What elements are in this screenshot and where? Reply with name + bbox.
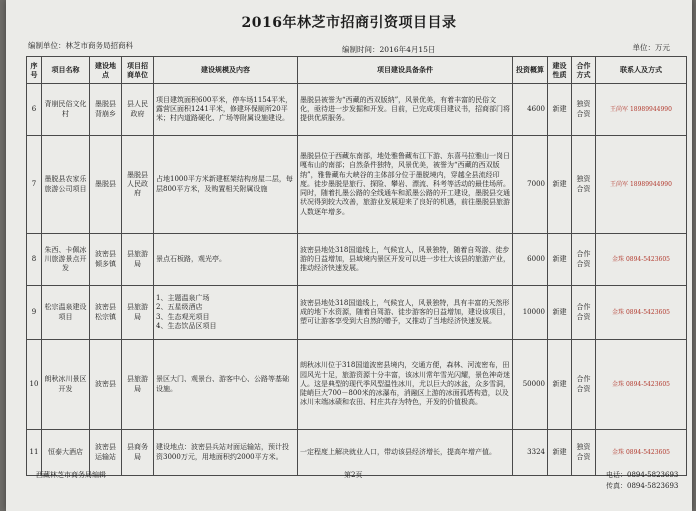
document-page	[6, 0, 692, 511]
header-location: 建设地点	[90, 57, 122, 84]
cell-contact: 王尚军 18989944990	[596, 136, 687, 234]
cell-conditions: 墨脱县被誉为“西藏的西双版纳”，风景优美，有着丰富的民俗文化，亟待进一步发掘和开发。目前，已完成项目建议书，招商部门将提供优质服务。	[298, 84, 513, 136]
cell-location: 波密县倾多镇	[90, 234, 122, 286]
cell-contact: 王尚军 18989944990	[596, 84, 687, 136]
cell-investment: 7000	[513, 136, 548, 234]
cell-scale: 占地1000平方米新建框架结构房屋二层，每层800平方米，及购置相关附属设施	[154, 136, 298, 234]
compiler-label: 编制单位：林芝市商务局招商科	[28, 41, 133, 50]
cell-contact: 金珠 0894-5423605	[596, 234, 687, 286]
header-coop: 合作方式	[572, 57, 596, 84]
cell-investment: 4600	[513, 84, 548, 136]
cell-nature: 新建	[548, 84, 572, 136]
cell-contact: 金珠 0894-5423605	[596, 430, 687, 476]
cell-location: 墨脱县背崩乡	[90, 84, 122, 136]
cell-name: 墨脱县农家乐旅游公司项目	[42, 136, 90, 234]
cell-nature: 新建	[548, 430, 572, 476]
cell-no: 6	[27, 84, 42, 136]
cell-coop: 独资合资	[572, 136, 596, 234]
cell-conditions: 波密县地处318国道线上，气候宜人，风景独特，随着自驾游、徒步游的日益增加，县域境内景区开发可以进一步壮大该县的旅游产业，推动经济快速发展。	[298, 234, 513, 286]
cell-conditions: 朗秋冰川位于318国道波密县境内，交通方便，森林、河流密布，田园风光十足，旅游资源十分丰富，该冰川常年雪光闪耀，景色神奇迷人。这是典型的现代季风型温性冰川，尤以巨大的冰盆，众多雪洞，陡峭巨大700－800米的冰瀑布，消融区上游的冰面孤塔构造，以及冰川末端冰碛和农田、村庄共存为特色，开发的价值极高。	[298, 340, 513, 430]
cell-nature: 新建	[548, 340, 572, 430]
cell-coop: 合作合资	[572, 286, 596, 340]
table-row	[27, 430, 687, 476]
cell-unit: 县人民政府	[122, 84, 154, 136]
table-row	[27, 84, 687, 136]
footer-phone: 电话：0894-5823693	[606, 471, 679, 479]
cell-scale: 建设地点：波密县兵站对面运输站，预计投资3000万元，用地面积约2000平方米。	[154, 430, 298, 476]
cell-no: 11	[27, 430, 42, 476]
cell-conditions: 波密县地处318国道线上，气候宜人，风景独特，具有丰富的天然形成的地下水资源，随着自驾游、徒步游客的日益增加，建设该项目，塑可让游客享受到大自然的赠予，又推动了当地经济快速发展。	[298, 286, 513, 340]
cell-coop: 独资合资	[572, 84, 596, 136]
header-nature: 建设性质	[548, 57, 572, 84]
project-table	[26, 56, 687, 476]
header-conditions: 项目建设具备条件	[298, 57, 513, 84]
cell-investment: 10000	[513, 286, 548, 340]
cell-scale: 景点石板路，观光亭。	[154, 234, 298, 286]
cell-contact: 金珠 0894-5423605	[596, 286, 687, 340]
cell-name: 恒泰大酒店	[42, 430, 90, 476]
cell-investment: 50000	[513, 340, 548, 430]
header-name: 项目名称	[42, 57, 90, 84]
cell-coop: 合作合资	[572, 234, 596, 286]
cell-nature: 新建	[548, 286, 572, 340]
header-contact: 联系人及方式	[596, 57, 687, 84]
cell-location: 波密县	[90, 340, 122, 430]
footer-contact	[606, 470, 678, 491]
page-number: 第2页	[344, 471, 363, 479]
cell-no: 9	[27, 286, 42, 340]
cell-name: 松宗温泉建设项目	[42, 286, 90, 340]
cell-conditions: 一定程度上解决就业人口，带动该县经济增长，提高年增产值。	[298, 430, 513, 476]
table-header-row	[27, 57, 687, 84]
footer-editor: 西藏林芝市商务局编辑	[36, 471, 106, 479]
cell-location: 波密县松宗镇	[90, 286, 122, 340]
cell-scale: 景区大门、观景台、游客中心、公路等基础设施。	[154, 340, 298, 430]
table-row	[27, 136, 687, 234]
cell-unit: 县旅游局	[122, 234, 154, 286]
cell-investment: 6000	[513, 234, 548, 286]
cell-scale: 1、主题温泉广场 2、五星级酒店 3、生态观光项目 4、生态饮品区项目	[154, 286, 298, 340]
cell-no: 8	[27, 234, 42, 286]
header-no: 序号	[27, 57, 42, 84]
table-row	[27, 340, 687, 430]
unit-label: 单位：万元	[632, 43, 670, 52]
cell-scale: 项目建筑面积600平米，停车场1154平米，露营区面积1241平米，修建环保厕所20平米；村内道路硬化、广场等附属设施建设。	[154, 84, 298, 136]
header-investment: 投资概算	[513, 57, 548, 84]
cell-name: 背崩民俗文化村	[42, 84, 90, 136]
cell-no: 10	[27, 340, 42, 430]
cell-investment: 3324	[513, 430, 548, 476]
cell-name: 朗秋冰川景区开发	[42, 340, 90, 430]
header-scale: 建设规模及内容	[154, 57, 298, 84]
date-label: 编制时间：2016年4月15日	[342, 45, 436, 54]
cell-nature: 新建	[548, 136, 572, 234]
cell-location: 波密县运输站	[90, 430, 122, 476]
cell-contact: 金珠 0894-5423605	[596, 340, 687, 430]
cell-coop: 合作合资	[572, 340, 596, 430]
cell-no: 7	[27, 136, 42, 234]
footer-fax: 传真：0894-5823693	[606, 481, 679, 490]
table-row	[27, 286, 687, 340]
page-title: 2016年林芝市招商引资项目目录	[241, 15, 457, 31]
cell-unit: 县商务局	[122, 430, 154, 476]
table-row	[27, 234, 687, 286]
header-unit: 项目招商单位	[122, 57, 154, 84]
cell-conditions: 墨脱县位于西藏东南部，地处雅鲁藏布江下游、东喜马拉雅山一岗日嘎布山的南部；自然条件独特，风景优美，被誉为“西藏的西双版纳”，雅鲁藏布大峡谷的主体部分位于墨脱境内，穿越全县流经印度。徒步墨脱是旅行、探险、攀岩、漂流、科考等活动的最佳场所。同时，随着扎墨公路的全线通车和派墨公路的开工建设，墨脱县交通状况得到较大改善，旅游业发展迎来了良好的机遇，前往墨脱县旅游人数逐年增多。	[298, 136, 513, 234]
cell-unit: 墨脱县人民政府	[122, 136, 154, 234]
cell-coop: 独资合资	[572, 430, 596, 476]
cell-unit: 县旅游局	[122, 340, 154, 430]
cell-nature: 新建	[548, 234, 572, 286]
cell-unit: 县旅游局	[122, 286, 154, 340]
cell-location: 墨脱县	[90, 136, 122, 234]
cell-name: 朱西、卡佩冰川旅游景点开发	[42, 234, 90, 286]
